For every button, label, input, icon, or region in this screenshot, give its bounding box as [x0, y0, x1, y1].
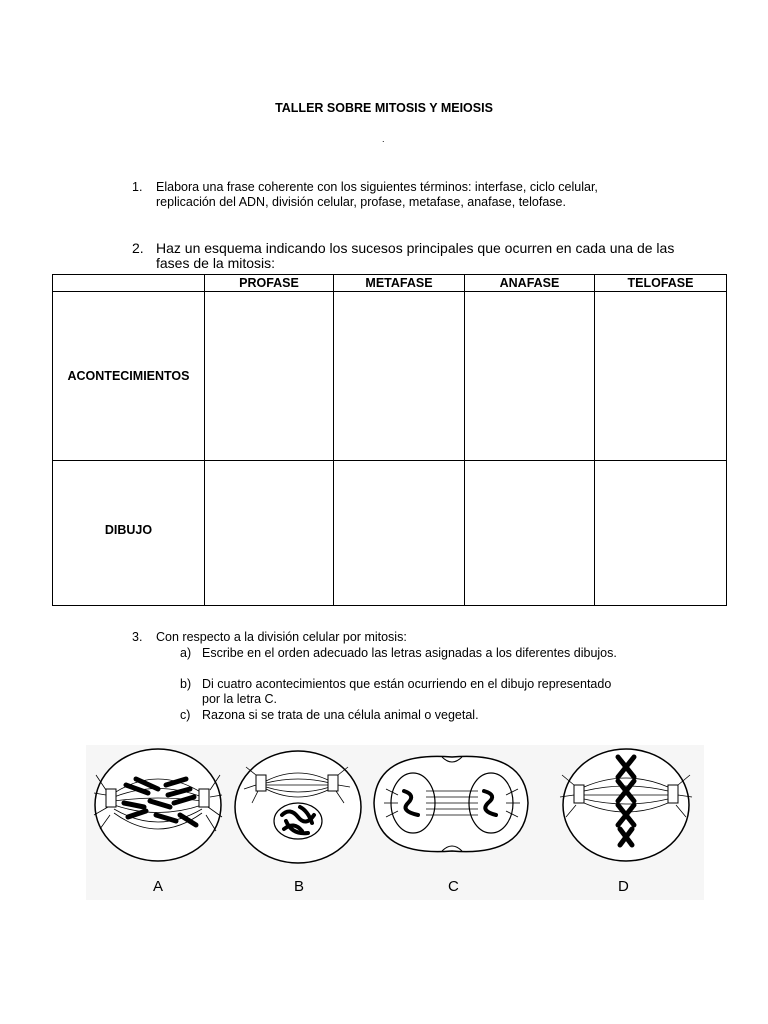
header-metafase: METAFASE — [334, 275, 465, 292]
dot-mark: . — [382, 134, 385, 144]
item-b-text: Di cuatro acontecimientos que están ocurriendo en el dibujo representado por la letra C. — [202, 677, 612, 706]
header-profase: PROFASE — [205, 275, 334, 292]
cell-metafase-drawing[interactable] — [334, 461, 465, 606]
figure-label-b: B — [294, 878, 305, 895]
question-1-text: Elabora una frase coherente con los siguientes términos: interfase, ciclo celular, replicación del ADN, división celular, profase, metafase, anafase, telofase. — [156, 180, 598, 209]
mitosis-phases-table — [52, 274, 727, 606]
cell-anafase-drawing[interactable] — [465, 461, 595, 606]
mitosis-cells-illustration — [86, 745, 704, 900]
row-label-acontecimientos: ACONTECIMIENTOS — [53, 292, 205, 461]
cell-profase-events[interactable] — [205, 292, 334, 461]
header-telofase: TELOFASE — [595, 275, 727, 292]
cell-c-drawing — [374, 756, 528, 851]
cell-metafase-events[interactable] — [334, 292, 465, 461]
cell-telofase-events[interactable] — [595, 292, 727, 461]
header-empty — [53, 275, 205, 292]
item-a-letter: a) — [180, 646, 192, 660]
question-2-text: Haz un esquema indicando los sucesos principales que ocurren en cada una de las fases de la mitosis: — [156, 240, 675, 271]
mitosis-figure — [86, 745, 704, 900]
cell-telofase-drawing[interactable] — [595, 461, 727, 606]
figure-label-d: D — [618, 878, 629, 895]
table-header-row — [53, 275, 727, 292]
cell-profase-drawing[interactable] — [205, 461, 334, 606]
question-2-number: 2. — [132, 240, 144, 256]
row-label-dibujo: DIBUJO — [53, 461, 205, 606]
cell-b-drawing — [235, 751, 361, 863]
item-c-text: Razona si se trata de una célula animal o vegetal. — [202, 708, 479, 722]
table-row-dibujo — [53, 461, 727, 606]
question-3-number: 3. — [132, 630, 143, 644]
cell-anafase-events[interactable] — [465, 292, 595, 461]
page-title: TALLER SOBRE MITOSIS Y MEIOSIS — [275, 101, 493, 115]
question-3-text: Con respecto a la división celular por mitosis: — [156, 630, 407, 644]
figure-label-a: A — [153, 878, 164, 895]
table-row-acontecimientos — [53, 292, 727, 461]
cell-a-drawing — [94, 749, 222, 861]
item-a-text: Escribe en el orden adecuado las letras asignadas a los diferentes dibujos. — [202, 646, 617, 660]
figure-label-c: C — [448, 878, 459, 895]
item-c-letter: c) — [180, 708, 191, 722]
question-1-number: 1. — [132, 180, 143, 194]
item-b-letter: b) — [180, 677, 192, 691]
header-anafase: ANAFASE — [465, 275, 595, 292]
